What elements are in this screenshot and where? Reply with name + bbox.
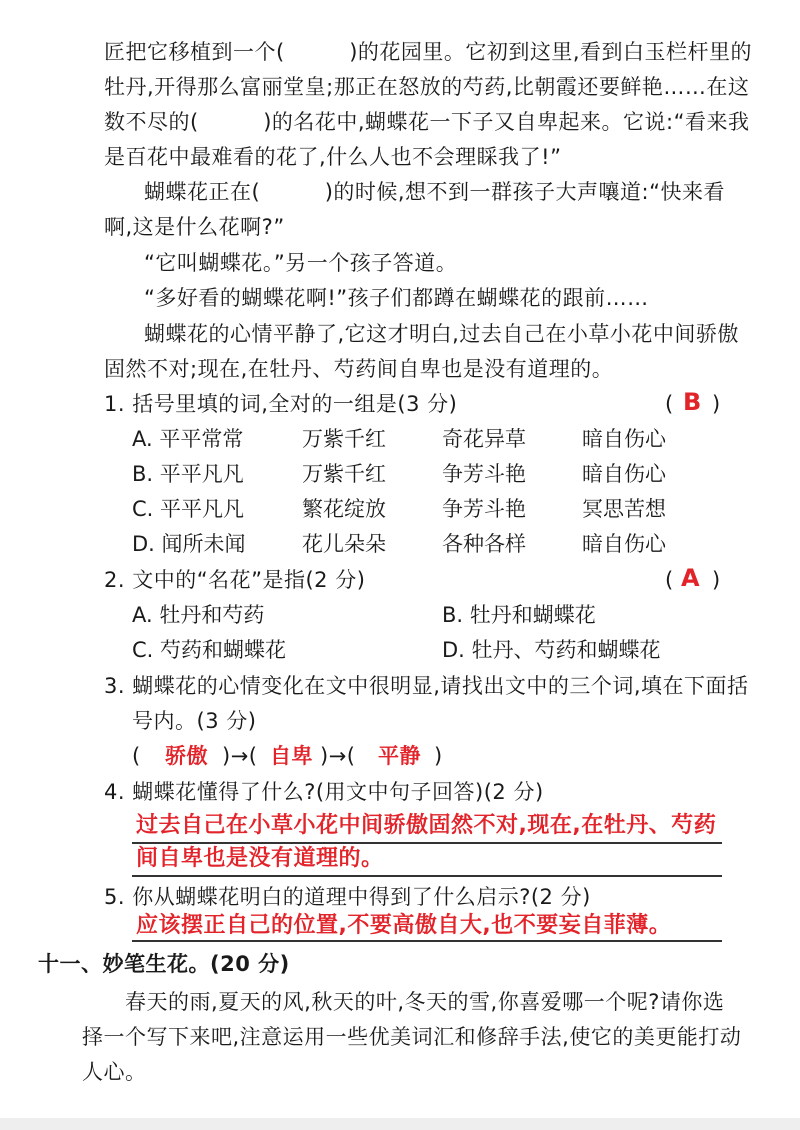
q3-arrow-1: )→(	[222, 744, 258, 768]
q1-option-b-4: 暗自伤心	[582, 462, 666, 486]
passage-line-7: “它叫蝴蝶花。”另一个孩子答道。	[144, 251, 458, 275]
passage-line-10: 固然不对;现在,在牡丹、芍药间自卑也是没有道理的。	[104, 357, 614, 381]
question-4-answer-line-2: 间自卑也是没有道理的。	[136, 846, 384, 871]
section-11-line-2: 择一个写下来吧,注意运用一些优美词汇和修辞手法,使它的美更能打动	[82, 1025, 742, 1049]
passage-line-3: 数不尽的( )的名花中,蝴蝶花一下子又自卑起来。它说:“看来我	[104, 110, 750, 134]
question-3-stem-line-2: 号内。(3 分)	[132, 709, 257, 733]
passage-line-5: 蝴蝶花正在( )的时候,想不到一群孩子大声嚷道:“快来看	[144, 180, 726, 204]
q1-option-a-4: 暗自伤心	[582, 427, 666, 451]
q1-option-a-1: A. 平平常常	[132, 427, 244, 451]
q3-paren-open: (	[132, 744, 141, 768]
answer-line	[132, 940, 722, 942]
answer-paren-close: )	[712, 392, 721, 416]
q1-option-a-3: 奇花异草	[442, 427, 526, 451]
passage-line-6: 啊,这是什么花啊?”	[104, 215, 285, 239]
section-11-line-1: 春天的雨,夏天的风,秋天的叶,冬天的雪,你喜爱哪一个呢?请你选	[125, 990, 725, 1014]
q1-option-b-2: 万紫千红	[302, 462, 386, 486]
question-2-stem: 2. 文中的“名花”是指(2 分)	[104, 568, 366, 592]
q1-option-c-1: C. 平平凡凡	[132, 497, 245, 521]
answer-line	[132, 875, 722, 877]
q1-option-d-2: 花儿朵朵	[302, 532, 386, 556]
passage-line-9: 蝴蝶花的心情平静了,它这才明白,过去自己在小草小花中间骄傲	[144, 322, 739, 346]
passage-line-2: 牡丹,开得那么富丽堂皇;那正在怒放的芍药,比朝霞还要鲜艳……在这	[104, 75, 750, 99]
answer-paren-open: (	[665, 568, 674, 592]
answer-paren-open: (	[665, 392, 674, 416]
passage-line-4: 是百花中最难看的花了,什么人也不会理睬我了!”	[104, 145, 562, 169]
q1-option-c-2: 繁花绽放	[302, 497, 386, 521]
q3-answer-1: 骄傲	[165, 744, 208, 768]
question-4-stem: 4. 蝴蝶花懂得了什么?(用文中句子回答)(2 分)	[104, 780, 544, 804]
q3-arrow-2: )→(	[320, 744, 356, 768]
q1-option-b-1: B. 平平凡凡	[132, 462, 244, 486]
q2-option-b: B. 牡丹和蝴蝶花	[442, 603, 596, 627]
section-11-line-3: 人心。	[82, 1060, 147, 1084]
question-1-stem: 1. 括号里填的词,全对的一组是(3 分)	[104, 392, 458, 416]
q1-option-d-3: 各种各样	[442, 532, 526, 556]
q2-option-a: A. 牡丹和芍药	[132, 603, 265, 627]
q1-option-d-4: 暗自伤心	[582, 532, 666, 556]
q2-option-c: C. 芍药和蝴蝶花	[132, 638, 287, 662]
q1-option-b-3: 争芳斗艳	[442, 462, 526, 486]
passage-line-8: “多好看的蝴蝶花啊!”孩子们都蹲在蝴蝶花的跟前……	[144, 286, 649, 310]
q3-paren-close: )	[434, 744, 443, 768]
q1-option-d-1: D. 闻所未闻	[132, 532, 246, 556]
question-3-stem-line-1: 3. 蝴蝶花的心情变化在文中很明显,请找出文中的三个词,填在下面括	[104, 674, 749, 698]
answer-line	[132, 842, 722, 844]
section-11-heading: 十一、妙笔生花。(20 分)	[38, 952, 290, 976]
question-5-stem: 5. 你从蝴蝶花明白的道理中得到了什么启示?(2 分)	[104, 885, 591, 909]
answer-paren-close: )	[712, 568, 721, 592]
q1-option-c-3: 争芳斗艳	[442, 497, 526, 521]
q3-answer-3: 平静	[378, 744, 421, 768]
passage-line-1: 匠把它移植到一个( )的花园里。它初到这里,看到白玉栏杆里的	[104, 40, 753, 64]
question-1-answer: B	[683, 388, 702, 416]
q1-option-a-2: 万紫千红	[302, 427, 386, 451]
question-2-answer: A	[681, 564, 700, 592]
question-4-answer-line-1: 过去自己在小草小花中间骄傲固然不对,现在,在牡丹、芍药	[136, 813, 717, 838]
page-bottom-edge	[0, 1118, 800, 1130]
question-5-answer: 应该摆正自己的位置,不要高傲自大,也不要妄自菲薄。	[136, 913, 672, 938]
q1-option-c-4: 冥思苦想	[582, 497, 666, 521]
q2-option-d: D. 牡丹、芍药和蝴蝶花	[442, 638, 661, 662]
q3-answer-2: 自卑	[270, 744, 313, 768]
